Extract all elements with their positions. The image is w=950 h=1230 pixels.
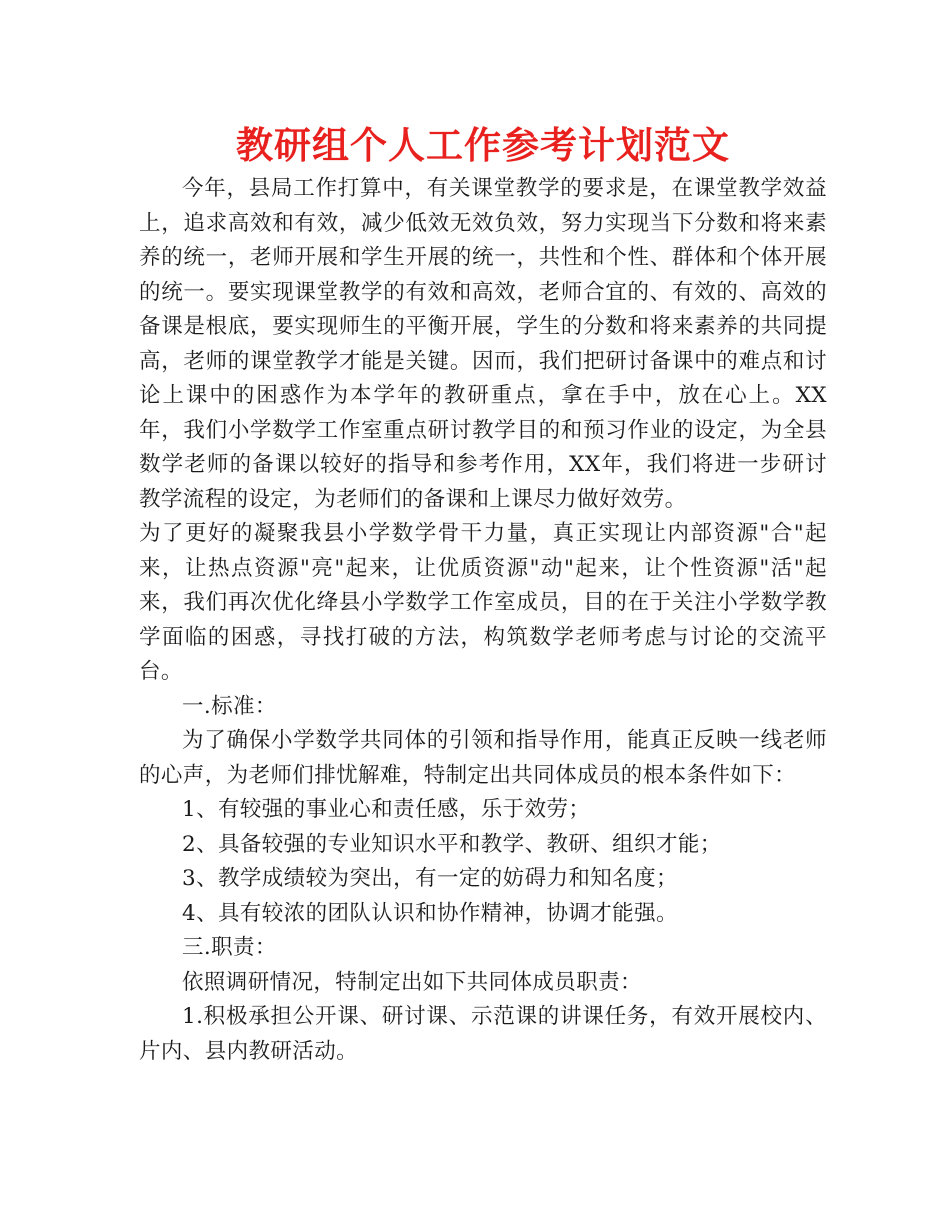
document-page xyxy=(139,118,827,1069)
goal-paragraph: 为了更好的凝聚我县小学数学骨干力量，真正实现让内部资源"合"起来，让热点资源"亮"起来，让优质资源"动"起来，让个性资源"活"起来，我们再次优化绛县小学数学工作室成员，目的在于关注小学数学教学面临的困惑，寻找打破的方法，构筑数学老师考虑与讨论的交流平台。 xyxy=(139,521,827,684)
standard-item-2: 2、具备较强的专业知识水平和教学、教研、组织才能； xyxy=(182,831,722,857)
duties-intro-paragraph: 依照调研情况，特制定出如下共同体成员职责： xyxy=(182,969,642,995)
document-title: 教研组个人工作参考计划范文 xyxy=(236,123,730,167)
standard-item-4: 4、具有较浓的团队认识和协作精神，协调才能强。 xyxy=(182,900,678,926)
section-heading-standard: 一.标准： xyxy=(182,693,277,719)
standard-intro-paragraph: 为了确保小学数学共同体的引领和指导作用，能真正反映一线老师的心声，为老师们排忧解难，特制定出共同体成员的根本条件如下： xyxy=(139,728,827,788)
standard-item-3: 3、教学成绩较为突出，有一定的妨碍力和知名度； xyxy=(182,866,678,891)
standard-item-1: 1、有较强的事业心和责任感，乐于效劳； xyxy=(182,797,591,822)
intro-paragraph: 今年，县局工作打算中，有关课堂教学的要求是，在课堂教学效益上，追求高效和有效，减少低效无效负效，努力实现当下分数和将来素养的统一，老师开展和学生开展的统一，共性和个性、群体和个体开展的统一。要实现课堂教学的有效和高效，老师合宜的、有效的、高效的备课是根底，要实现师生的平衡开展，学生的分数和将来素养的共同提高，老师的课堂教学才能是关键。因而，我们把研讨备课中的难点和讨论上课中的困惑作为本学年的教研重点，拿在手中，放在心上。XX年，我们小学数学工作室重点研讨教学目的和预习作业的设定，为全县数学老师的备课以较好的指导和参考作用，XX年，我们将进一步研讨教学流程的设定，为老师们的备课和上课尽力做好效劳。 xyxy=(139,176,827,512)
duty-item-1: 1.积极承担公开课、研讨课、示范课的讲课任务，有效开展校内、片内、县内教研活动。 xyxy=(139,1004,827,1064)
section-heading-duties: 三.职责： xyxy=(182,935,277,960)
